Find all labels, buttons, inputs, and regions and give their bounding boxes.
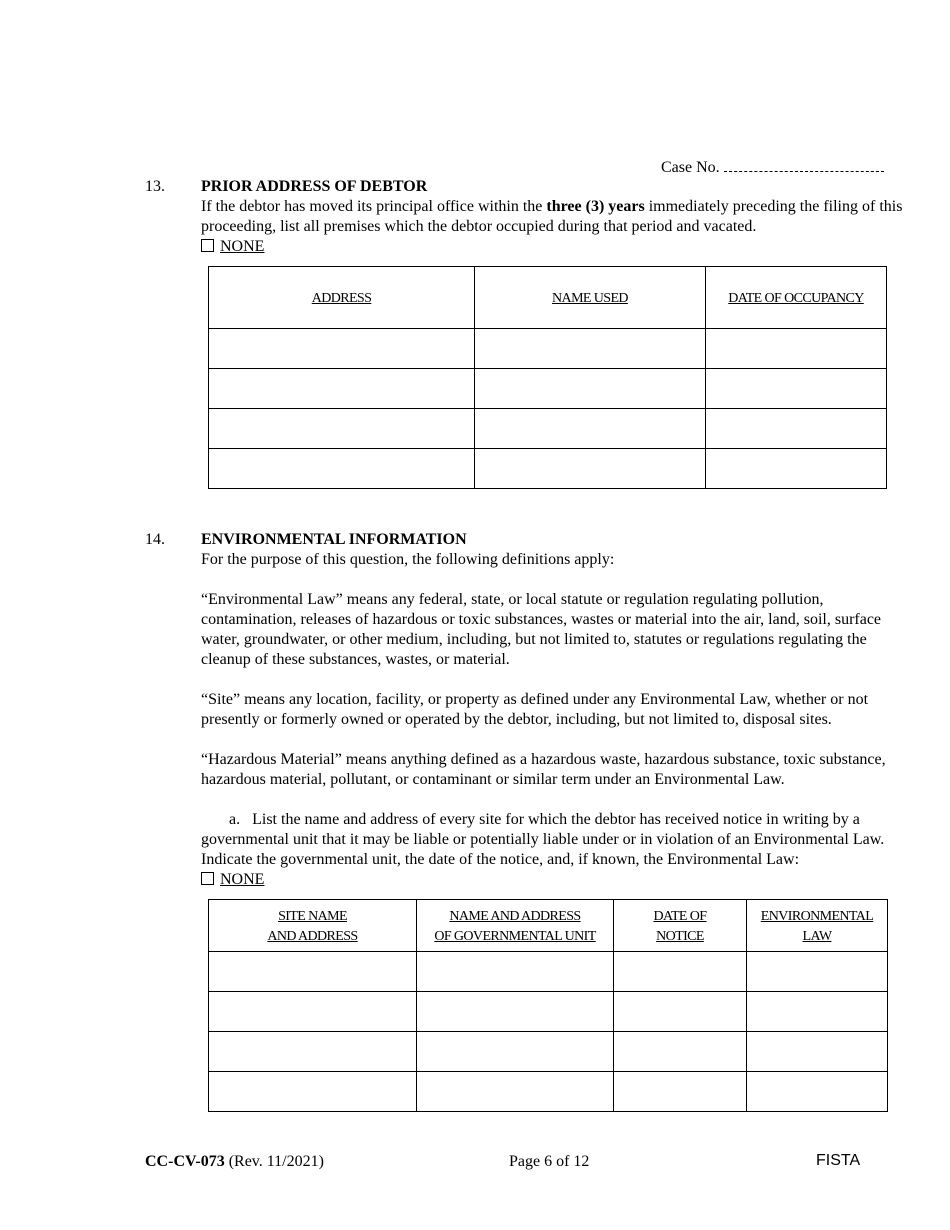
case-number-label: Case No. [661,159,720,176]
prior-address-table [208,266,887,489]
form-revision: (Rev. 11/2021) [224,1153,324,1170]
section-13-title: PRIOR ADDRESS OF DEBTOR [201,178,428,195]
table-cell[interactable] [417,1032,614,1072]
section-14-intro: For the purpose of this question, the following definitions apply: [201,551,615,568]
none-checkbox[interactable] [201,872,214,885]
none-label: NONE [220,871,265,888]
table-cell[interactable] [747,1032,888,1072]
table-cell[interactable] [209,409,475,449]
section-14 [201,530,911,890]
table-cell[interactable] [209,449,475,489]
section-14-none-option[interactable] [201,870,911,890]
definition-hazardous-material: “Hazardous Material” means anything defined as a hazardous waste, hazardous substance, toxic substance, hazardous material, pollutant, or contaminant or similar term under an Environmental Law. [201,751,886,788]
none-label: NONE [220,238,265,255]
table-row [209,992,888,1032]
table-cell[interactable] [747,1072,888,1112]
table-row [209,329,887,369]
section-13 [201,177,911,257]
table-cell[interactable] [706,329,887,369]
table-row [209,1072,888,1112]
table-cell[interactable] [614,952,747,992]
column-header-name-used: NAME USED [475,267,706,329]
table-cell[interactable] [706,449,887,489]
environmental-sites-table [208,899,888,1112]
table-header-row [209,267,887,329]
table-cell[interactable] [417,952,614,992]
item-a-label: a. [229,811,241,828]
table-cell[interactable] [614,1032,747,1072]
table-cell[interactable] [614,992,747,1032]
table-cell[interactable] [706,369,887,409]
section-13-number: 13. [145,178,165,195]
none-checkbox[interactable] [201,239,214,252]
table-cell[interactable] [209,1032,417,1072]
case-number-field [661,157,884,178]
definition-site: “Site” means any location, facility, or property as defined under any Environmental Law, whether or not presently or formerly owned or operated by the debtor, including, but not limited to, disposal sites. [201,691,869,728]
table-cell[interactable] [209,1072,417,1112]
item-a-instructions: a. List the name and address of every site for which the debtor has received notice in writing by a governmental unit that it may be liable or potentially liable under or in violation of an Environmental Law. Indicate the governmental unit, the date of the notice, and, if known, the Environmental Law: [201,811,885,868]
table-cell[interactable] [209,369,475,409]
table-cell[interactable] [475,449,706,489]
table-row [209,1032,888,1072]
section-14-number: 14. [145,531,165,548]
column-header-governmental-unit: NAME AND ADDRESS OF GOVERNMENTAL UNIT [417,900,614,952]
section-13-instructions: If the debtor has moved its principal office within the three (3) years immediately preceding the filing of this proceeding, list all premises which the debtor occupied during that period and vacated. [201,198,903,235]
table-cell[interactable] [209,329,475,369]
table-cell[interactable] [475,329,706,369]
table-cell[interactable] [209,992,417,1032]
table-row [209,369,887,409]
table-row [209,952,888,992]
table-cell[interactable] [209,952,417,992]
column-header-date-of-occupancy: DATE OF OCCUPANCY [706,267,887,329]
form-identifier [145,1152,324,1172]
table-cell[interactable] [417,992,614,1032]
section-13-none-option[interactable] [201,237,911,257]
table-cell[interactable] [747,952,888,992]
table-header-row [209,900,888,952]
table-cell[interactable] [475,369,706,409]
column-header-environmental-law: ENVIRONMENTAL LAW [747,900,888,952]
table-cell[interactable] [475,409,706,449]
page-number: Page 6 of 12 [509,1153,590,1170]
table-row [209,449,887,489]
table-cell[interactable] [706,409,887,449]
column-header-site-name: SITE NAME AND ADDRESS [209,900,417,952]
form-id: CC-CV-073 [145,1153,225,1170]
table-cell[interactable] [614,1072,747,1112]
column-header-address: ADDRESS [209,267,475,329]
table-cell[interactable] [747,992,888,1032]
table-cell[interactable] [417,1072,614,1112]
definition-environmental-law: “Environmental Law” means any federal, state, or local statute or regulation regulating pollution, contamination, releases of hazardous or toxic substances, wastes or material into the air, land, soil, surface water, groundwater, or other medium, including, but not limited to, statutes or regulations regulating the cleanup of these substances, wastes, or material. [201,591,882,668]
section-14-title: ENVIRONMENTAL INFORMATION [201,531,467,548]
case-number-input[interactable] [724,157,884,172]
form-code: FISTA [816,1152,861,1169]
table-row [209,409,887,449]
column-header-date-of-notice: DATE OF NOTICE [614,900,747,952]
